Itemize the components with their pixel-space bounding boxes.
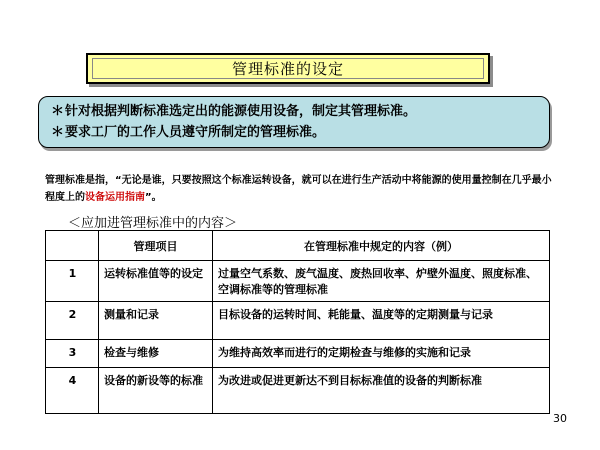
slide-title: 管理标准的设定 [231,60,344,78]
row-item: 运转标准值等的设定 [99,261,213,302]
table-row [46,368,550,414]
row-item: 设备的新设等的标准 [99,368,213,414]
row-number: 4 [46,368,99,414]
row-content: 过量空气系数、废气温度、废热回收率、炉壁外温度、照度标准、空调标准等的管理标准 [213,261,550,302]
page-number: 30 [553,412,567,425]
row-number: 3 [46,340,99,368]
definition-paragraph [45,172,560,206]
bullet-item [51,101,549,122]
bullet-marker: ＊ [51,104,65,119]
definition-text: 管理标准是指，“无论是谁，只要按照这个标准运转设备，就可以在进行生产活动中将能源的使用量控制在几乎最小程度上的 [45,175,552,203]
table-caption: ＜应加进管理标准中的内容＞ [68,216,238,231]
standards-table [45,230,550,414]
table-row [46,302,550,340]
row-number: 1 [46,261,99,302]
definition-end: ”。 [145,192,162,203]
table-row [46,261,550,302]
row-content: 为改进或促进更新达不到目标标准值的设备的判断标准 [213,368,550,414]
bullet-text: 要求工厂的工作人员遵守所制定的管理标准。 [65,125,326,140]
row-content: 目标设备的运转时间、耗能量、温度等的定期测量与记录 [213,302,550,340]
bullet-box [38,96,550,148]
bullet-marker: ＊ [51,125,65,140]
header-item: 管理项目 [99,231,213,261]
header-content: 在管理标准中规定的内容（例） [213,231,550,261]
definition-highlight: 设备运用指南 [85,192,145,203]
header-number [46,231,99,261]
row-content: 为维持高效率而进行的定期检查与维修的实施和记录 [213,340,550,368]
slide-title-box [86,53,490,84]
row-item: 测量和记录 [99,302,213,340]
bullet-text: 针对根据判断标准选定出的能源使用设备，制定其管理标准。 [65,104,417,119]
row-number: 2 [46,302,99,340]
bullet-item [51,122,549,143]
row-item: 检查与维修 [99,340,213,368]
table-header-row [46,231,550,261]
table-row [46,340,550,368]
